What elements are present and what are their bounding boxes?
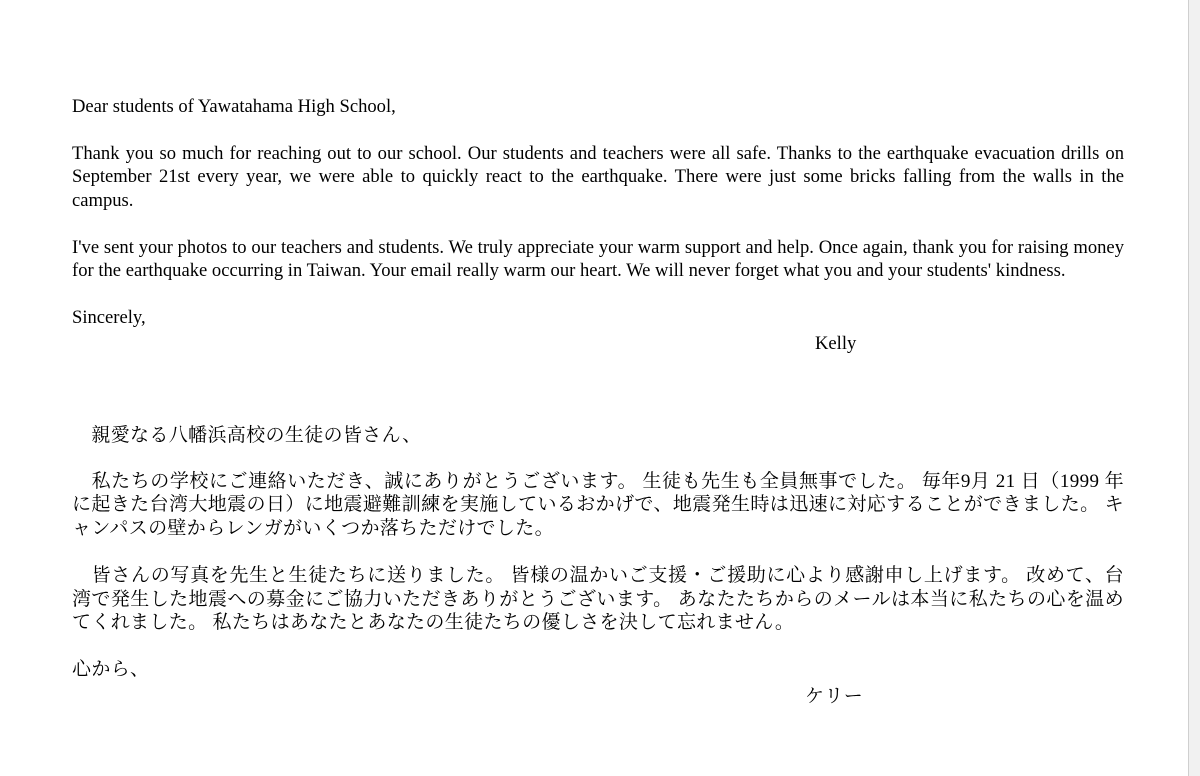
- vertical-scrollbar[interactable]: [1189, 0, 1200, 776]
- japanese-closing: 心から、: [72, 659, 150, 681]
- english-paragraph-1: Thank you so much for reaching out to our school. Our students and teachers were all safe. Thanks to the earthquake evacuation drills on September 21st every year, we were able to quickly react to the earthquake. There were just some bricks falling from the walls in the campus.: [72, 142, 1124, 211]
- english-paragraph-2: I've sent your photos to our teachers and students. We truly appreciate your warm support and help. Once again, thank you for raising money for the earthquake occurring in Taiwan. Your email really warm our heart. We will never forget what you and your students' kindness.: [72, 236, 1124, 281]
- english-letter: [72, 95, 1124, 355]
- english-closing: Sincerely,: [72, 307, 146, 328]
- english-signature: Kelly: [815, 332, 857, 354]
- japanese-signature: ケリー: [805, 685, 864, 707]
- japanese-paragraph-2: 皆さんの写真を先生と生徒たちに送りました。 皆様の温かいご支援・ご援助に心より感謝申し上げます。 改めて、台湾で発生した地震への募金にご協力いただきありがとうございます。 あなたたちからのメールは本当に私たちの心を温めてくれました。 私たちはあなたとあなたの生徒たちの優しさを決して忘れません。: [72, 564, 1124, 634]
- japanese-greeting: 親愛なる八幡浜高校の生徒の皆さん、: [72, 425, 422, 446]
- japanese-paragraph-1: 私たちの学校にご連絡いただき、誠にありがとうございます。 生徒も先生も全員無事でした。 毎年9月 21 日（1999 年に起きた台湾大地震の日）に地震避難訓練を実施しているおかげで、地震発生時は迅速に対応することができました。 キャンパスの壁からレンガがいくつか落ちただけでした。: [72, 470, 1124, 539]
- japanese-letter: [72, 424, 1124, 709]
- english-greeting: Dear students of Yawatahama High School,: [72, 96, 396, 117]
